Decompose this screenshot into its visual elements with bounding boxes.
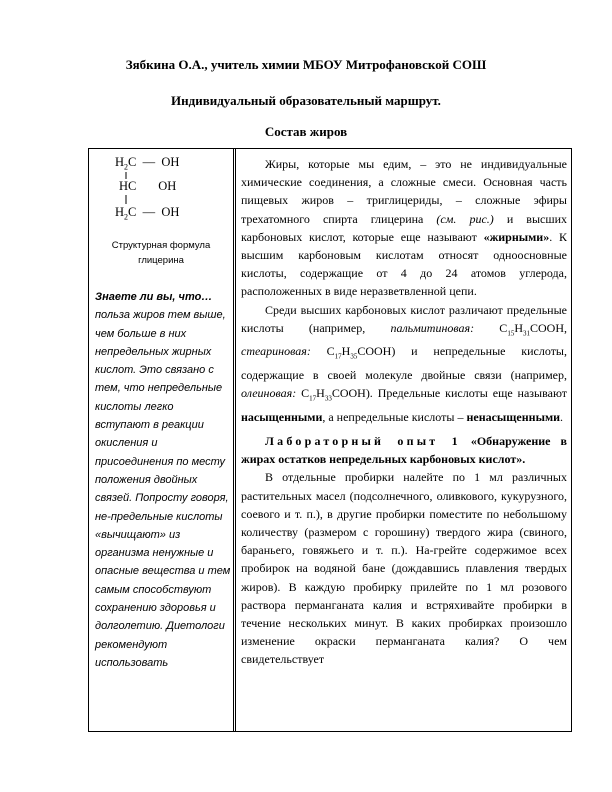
did-you-know-text: польза жиров тем выше, чем больше в них непредельных жирных кислот. Это связано с тем, что непредельные кислоты легко вступают в реакции окисления и присоединения по месту положения двойных связей. Попросту говоря, не-предельные кислоты «вычищают» из организма ненужные и опасные вещества и тем самым способствуют сохранению здоровья и долголетию. Диетологи рекомендуют использовать [95,309,231,669]
column-divider [235,149,236,731]
paragraph-acid-types: Среди высших карбоновых кислот различают предельные кислоты (например, пальмитиновая: $C_{15}H_{31}COOH$, стеариновая: $C_{17}H_{35}COOH$) и непредельные кислоты, содержащие в своей молекуле двойные связи (например, олеиновая: $C_{17}H_{33}COOH$). Предельные кислоты еще называют насыщенными, а непредельные кислоты – ненасыщенными. [241,302,567,424]
lab-experiment-title: Лабораторный опыт 1 «Обнаружение в жирах остатков непредельных карбоновых кислот». [241,434,567,467]
author-line: Зябкина О.А., учитель химии МБОУ Митрофановской СОШ [125,57,487,72]
column-divider [233,149,234,731]
did-you-know-block [95,288,231,672]
glycerol-structural-formula [115,155,215,225]
paragraph-fats-composition: Жиры, которые мы едим, – это не индивидуальные химические соединения, а сложные смеси. Основная часть пищевых жиров – триглицериды, – сложные эфиры трехатомного спирта глицерина (см. рис.) и высших карбоновых кислот, которые еще называют «жирными». К высшим карбоновым кислотам относят одноосновные кислоты, содержащие от 4 до 24 атомов углерода, расположенных в виде неразветвленной цепи. [241,157,568,299]
formula-row-2: HC OH [119,179,177,193]
route-title: Индивидуальный образовательный маршрут. [171,93,441,108]
formula-bonds [115,155,215,225]
paragraph-lab-instructions: В отдельные пробирки налейте по 1 мл различных растительных масел (подсолнечного, оливкового, кукурузного, соевого и т. п.), в другие пробирки поместите по небольшому количеству (размером с горошину) твердого жира (свиного, бараньего, говяжьего и т. п.). На-грейте содержимое всех пробирок на водяной бане (дождавшись плавления твердых жиров). В каждую пробирку прилейте по 1 мл розового раствора перманганата калия и встряхивайте пробирки в течение нескольких минут. В каких пробирках произошло изменение окраски перманганата калия? О чем свидетельствует [241,470,567,667]
content-table [88,148,572,732]
did-you-know-heading: Знаете ли вы, что… [95,291,213,303]
formula-row-1: $H_2C$ — OH [115,155,180,172]
formula-row-3: $H_2C$ — OH [115,205,180,222]
formula-caption: Структурная формула глицерина [111,240,211,266]
topic-title: Состав жиров [264,124,348,139]
main-text-column [241,155,567,669]
